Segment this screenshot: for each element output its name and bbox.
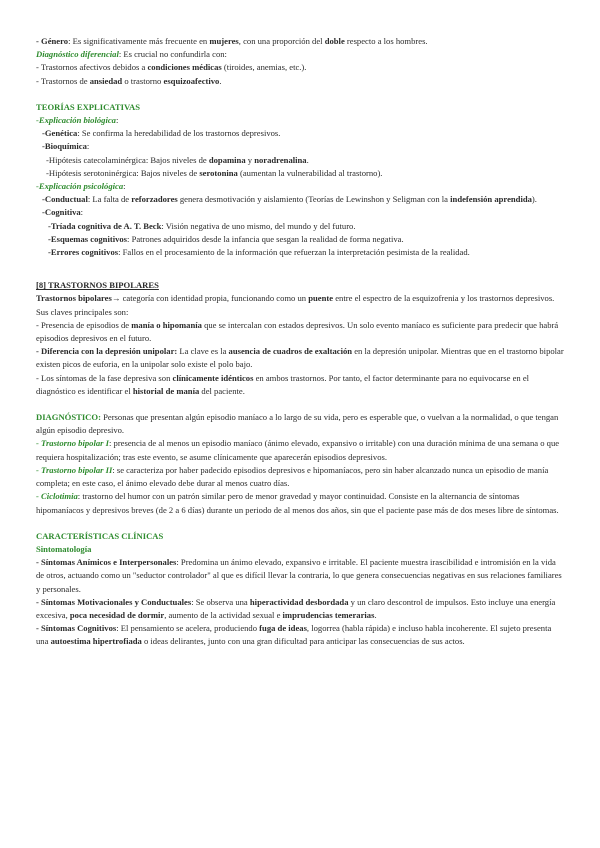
spacer [36,88,564,101]
spacer [36,398,564,411]
tipo-ciclotimia: - Ciclotimia: trastorno del humor con un patrón similar pero de menor gravedad y mayor continuidad. Consiste en la alternancia de síntomas hipomaníacos y depresivos breves (de 2 a 6 días) durante un periodo de al menos dos años, sin que el paciente pase más de dos meses libre de síntomas. [36,491,559,515]
sintomatologia-heading: Sintomatología [36,543,92,554]
sintoma-item: - Síntomas Anímicos e Interpersonales: Predomina un ánimo elevado, expansivo e irritable. El paciente muestra irascibilidad e intromisión en la vida de otros, actuando como un "seductor controlador" al que es difícil llevar la contraria, lo que genera consecuencias negativas en sus relaciones familiares y personales. [36,557,562,594]
bipolar-definition: Trastornos bipolares→ categoría con identidad propia, funcionando como un puente entre el espectro de la esquizofrenia y los trastornos depresivos. Sus claves principales son: [36,293,555,317]
conductual-line: -Conductual: La falta de reforzadores genera desmotivación y aislamiento (Teorías de Lewinshon y Seligman con la indefensión aprendida). [42,194,537,205]
triada-line: -Tríada cognitiva de A. T. Beck: Visión negativa de uno mismo, del mundo y del futuro. [48,220,356,231]
errores-line: -Errores cognitivos: Fallos en el procesamiento de la información que refuerzan la interpretación pesimista de la realidad. [48,247,470,258]
esquemas-line: -Esquemas cognitivos: Patrones adquiridos desde la infancia que sesgan la realidad de forma negativa. [48,233,404,244]
spacer [36,517,564,530]
bioquimica-line: -Bioquímica: [42,141,90,152]
diagnostico-diferencial: Diagnóstico diferencial: Es crucial no confundirla con: [36,49,227,60]
caracteristicas-heading: CARACTERÍSTICAS CLÍNICAS [36,530,164,541]
sintoma-item: - Síntomas Cognitivos: El pensamiento se acelera, produciendo fuga de ideas, logorrea (habla rápida) e incluso habla incoherente. El sujeto presenta una autoestima hipertrofiada o ideas delirantes, junto con una gran dificultad para anticipar las consecuencias de sus actos. [36,623,552,647]
bipolar-item: - Los síntomas de la fase depresiva son clínicamente idénticos en ambos trastornos. Por tanto, el factor determinante para no equivocarse en el diagnóstico es identificar el historial de manía del paciente. [36,372,530,396]
document-page [36,35,564,649]
spacer [36,259,564,272]
section-title-bipolares: [8] TRASTORNOS BIPOLARES [36,280,159,291]
explicacion-psicologica: -Explicación psicológica: [36,181,126,192]
hipotesis-line: -Hipótesis serotoninérgica: Bajos niveles de serotonina (aumentan la vulnerabilidad al trastorno). [46,167,383,178]
spacer [36,272,564,279]
tipo-bipolar-i: - Trastorno bipolar I: presencia de al menos un episodio maníaco (ánimo elevado, expansivo o irritable) con una duración mínima de una semana o que requiera hospitalización; tras este evento, se asume clínicamente que aparecerán episodios depresivos. [36,438,560,462]
cognitiva-line: -Cognitiva: [42,207,84,218]
diagnostico-item: - Trastornos afectivos debidos a condiciones médicas (tiroides, anemias, etc.). [36,62,307,73]
hipotesis-line: -Hipótesis catecolaminérgica: Bajos niveles de dopamina y noradrenalina. [46,154,309,165]
bipolar-item: - Presencia de episodios de manía o hipomanía que se intercalan con estados depresivos. Un solo evento maníaco es suficiente para predecir que habrá episodios depresivos en el futuro. [36,319,559,344]
tipo-bipolar-ii: - Trastorno bipolar II: se caracteriza por haber padecido episodios depresivos e hipomaníacos, pero sin haber alcanzado nunca un episodio de manía completa; en este caso, el ánimo elevado debe durar al menos cuatro días. [36,464,549,489]
bipolar-item: - Diferencia con la depresión unipolar: La clave es la ausencia de cuadros de exaltación en la depresión unipolar. Mientras que en el trastorno bipolar existen picos de euforia, en la unipolar solo existe el polo bajo. [36,346,564,370]
sintoma-item: - Síntomas Motivacionales y Conductuales: Se observa una hiperactividad desbordada y un claro descontrol de impulsos. Esto incluye una energía excesiva, poca necesidad de dormir, aumento de la actividad sexual e imprudencias temerarias. [36,596,556,620]
teorias-heading: TEORÍAS EXPLICATIVAS [36,101,141,112]
diagnostico-item: - Trastornos de ansiedad o trastorno esquizoafectivo. [36,75,222,86]
genero-line: - Género: Es significativamente más frecuente en mujeres, con una proporción del doble respecto a los hombres. [36,36,428,46]
diagnostico-paragraph: DIAGNÓSTICO: Personas que presentan algún episodio maníaco a lo largo de su vida, pero es esperable que, o vuelvan a la normalidad, o que tengan algún episodio depresivo. [36,412,559,436]
explicacion-biologica: -Explicación biológica: [36,115,119,126]
genetica-line: -Genética: Se confirma la heredabilidad de los trastornos depresivos. [42,128,281,139]
